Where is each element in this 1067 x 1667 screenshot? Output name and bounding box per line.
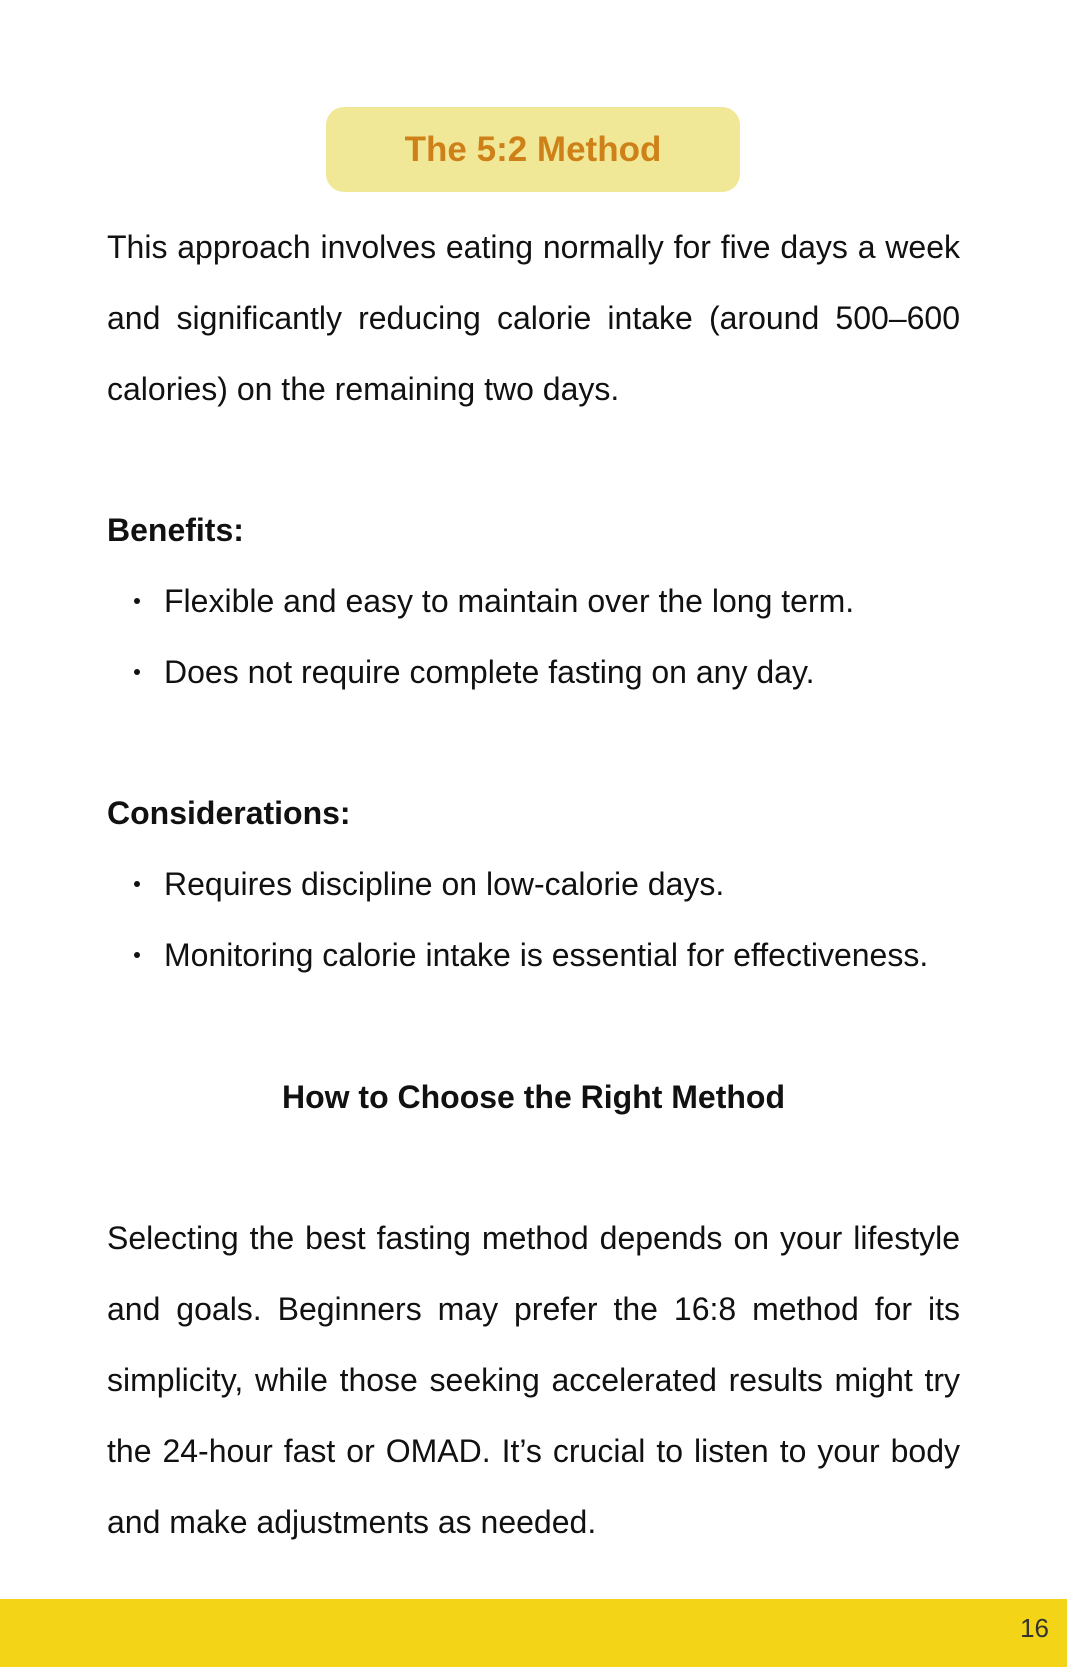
benefits-list: [107, 566, 960, 708]
choose-method-paragraph: Selecting the best fasting method depends on your lifestyle and goals. Beginners may prefer the 16:8 method for its simplicity, while those seeking accelerated results might try the 24-hour fast or OMAD. It’s crucial to listen to your body and make adjustments as needed.: [107, 1220, 960, 1540]
intro-paragraph: This approach involves eating normally for five days a week and significantly reducing calorie intake (around 500–600 calories) on the remaining two days.: [107, 229, 960, 407]
bullet-icon: [134, 952, 140, 958]
bullet-icon: [134, 598, 140, 604]
benefit-text: Does not require complete fasting on any day.: [164, 654, 815, 690]
list-item: [107, 566, 960, 637]
section-title: The 5:2 Method: [404, 129, 662, 169]
benefits-label: Benefits:: [107, 512, 244, 548]
considerations-label: Considerations:: [107, 795, 351, 831]
benefit-text: Flexible and easy to maintain over the long term.: [164, 583, 855, 619]
title-badge: [326, 107, 740, 192]
consideration-text: Monitoring calorie intake is essential for effectiveness.: [164, 937, 929, 973]
list-item: [107, 849, 960, 920]
considerations-list: [107, 849, 960, 991]
consideration-text: Requires discipline on low-calorie days.: [164, 866, 725, 902]
choose-method-heading: How to Choose the Right Method: [281, 1079, 786, 1115]
list-item: [107, 920, 960, 991]
bullet-icon: [134, 881, 140, 887]
list-item: [107, 637, 960, 708]
page-number: 16: [1020, 1613, 1049, 1643]
bullet-icon: [134, 669, 140, 675]
footer-bar: [0, 1599, 1067, 1667]
